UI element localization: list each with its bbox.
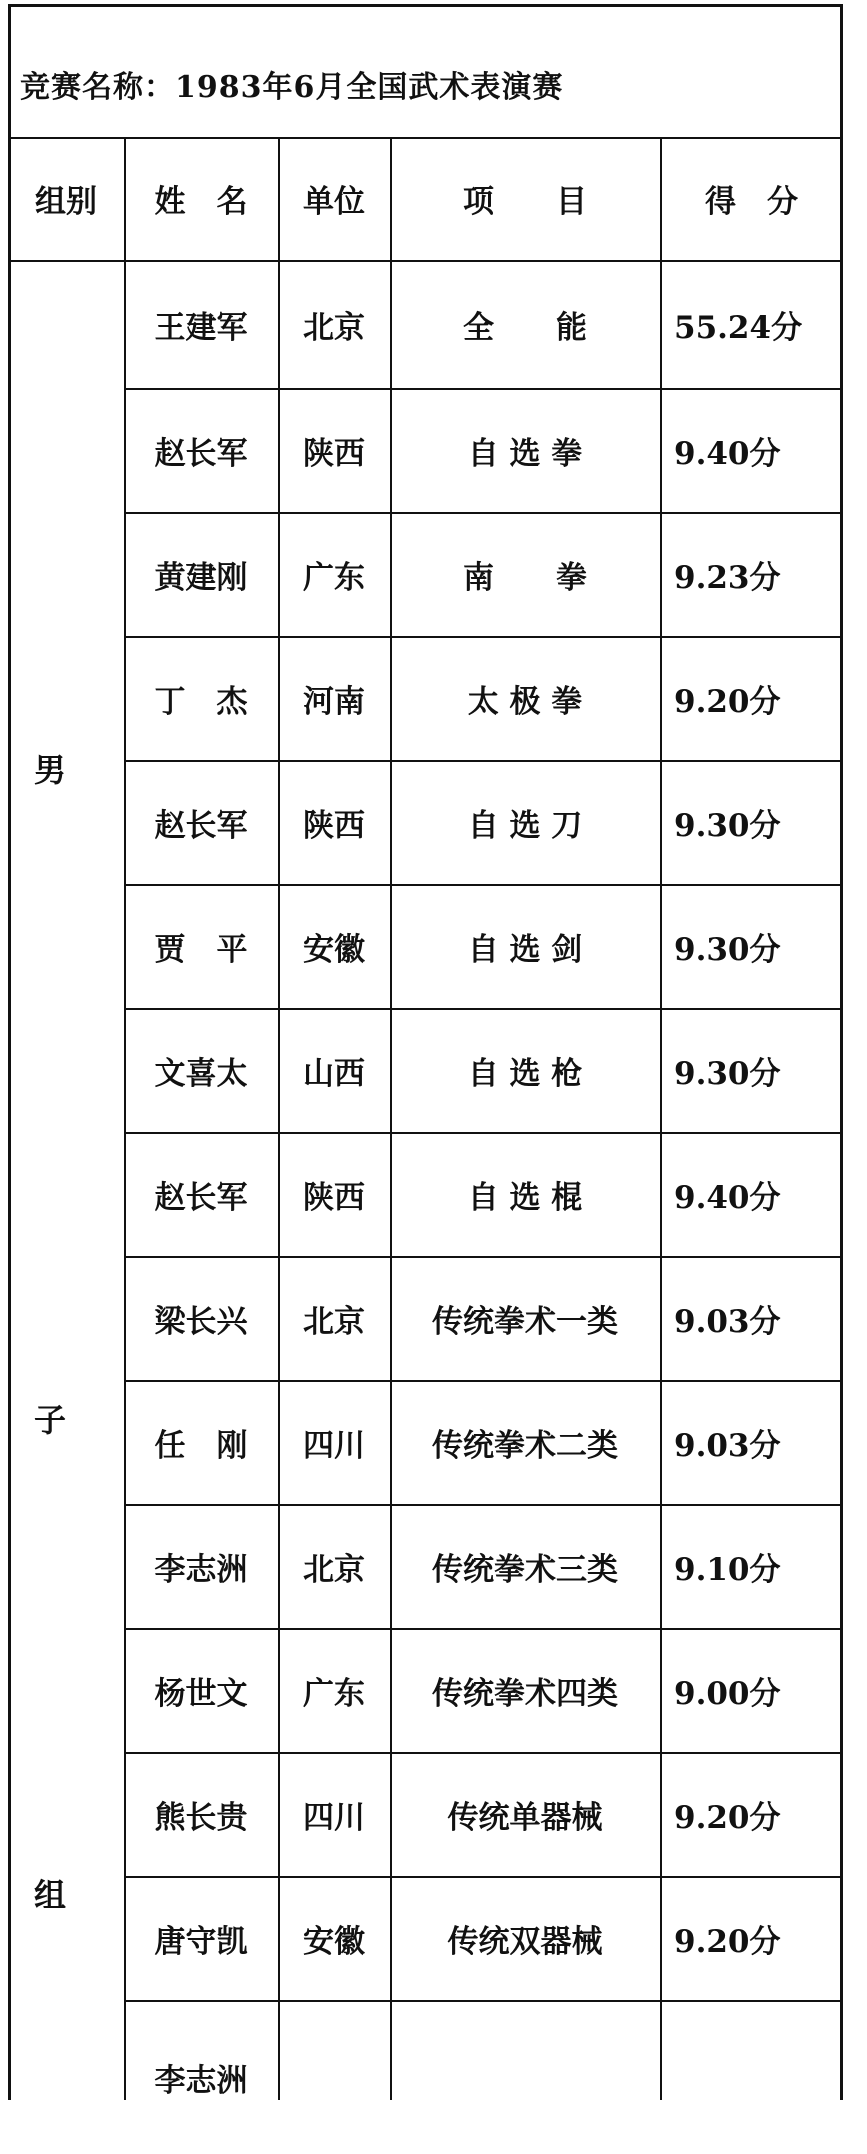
cell-event: 传统拳术二类 — [432, 1427, 618, 1464]
cell-unit: 安徽 — [303, 1923, 365, 1960]
cell-score: 9.00分 — [674, 1675, 781, 1712]
cell-score: 9.30分 — [674, 807, 781, 844]
cell-score: 9.30分 — [674, 931, 781, 968]
cell-score: 9.20分 — [674, 1923, 781, 1960]
cell-event: 自 选 刀 — [467, 807, 583, 844]
cell-score: 55.24分 — [674, 309, 803, 346]
cell-name: 丁 杰 — [154, 683, 248, 720]
competition-title: 竞赛名称：1983年6月全国武术表演赛 — [20, 70, 564, 105]
cell-name: 贾 平 — [154, 931, 248, 968]
header-name: 姓 名 — [154, 184, 248, 220]
cell-name: 黄建刚 — [154, 559, 248, 596]
cell-name: 赵长军 — [154, 807, 248, 844]
header-group: 组别 — [35, 184, 97, 220]
cell-score: 9.23分 — [674, 559, 781, 596]
cell-unit: 广东 — [303, 1675, 365, 1712]
cell-unit: 北京 — [303, 309, 365, 346]
cell-unit: 安徽 — [303, 931, 365, 968]
cell-name: 熊长贵 — [154, 1799, 248, 1836]
group-label-char: 子 — [34, 1401, 67, 1439]
cell-score: 9.40分 — [674, 1179, 781, 1216]
cell-event: 自 选 棍 — [467, 1179, 583, 1216]
cell-event: 太 极 拳 — [467, 683, 583, 720]
cell-event: 传统拳术一类 — [432, 1303, 618, 1340]
cell-unit: 北京 — [303, 1303, 365, 1340]
cell-event: 传统拳术四类 — [432, 1675, 618, 1712]
cell-event: 全 能 — [463, 309, 587, 346]
cell-score: 9.20分 — [674, 683, 781, 720]
cell-name: 文喜太 — [154, 1055, 248, 1092]
cell-event: 自 选 枪 — [467, 1055, 583, 1092]
header-event: 项 目 — [463, 184, 587, 220]
cell-unit — [278, 2000, 390, 2154]
cell-name: 李志洲 — [154, 1551, 248, 1588]
cell-name: 赵长军 — [154, 1179, 248, 1216]
cell-unit: 陕西 — [303, 1179, 365, 1216]
cell-event — [390, 2000, 660, 2154]
cell-unit: 河南 — [303, 683, 365, 720]
header-score: 得 分 — [705, 184, 798, 220]
cell-event: 自 选 拳 — [467, 435, 583, 472]
cell-event: 传统拳术三类 — [432, 1551, 618, 1588]
cell-unit: 广东 — [303, 559, 365, 596]
cell-score: 9.20分 — [674, 1799, 781, 1836]
cell-unit: 山西 — [303, 1055, 365, 1092]
cell-unit: 陕西 — [303, 807, 365, 844]
cell-name: 唐守凯 — [154, 1923, 248, 1960]
header-unit: 单位 — [303, 184, 365, 220]
cell-score: 9.10分 — [674, 1551, 781, 1588]
cell-score: 9.03分 — [674, 1303, 781, 1340]
cell-unit: 四川 — [303, 1799, 365, 1836]
cell-name: 杨世文 — [154, 1675, 248, 1712]
cell-score: 9.03分 — [674, 1427, 781, 1464]
cell-score: 9.30分 — [674, 1055, 781, 1092]
cell-score — [660, 2000, 843, 2154]
cell-name: 梁长兴 — [154, 1303, 248, 1340]
cell-event: 南 拳 — [463, 559, 587, 596]
cell-event: 自 选 剑 — [467, 931, 583, 968]
cell-name: 任 刚 — [154, 1427, 248, 1464]
cell-name: 王建军 — [154, 309, 248, 346]
cell-unit: 陕西 — [303, 435, 365, 472]
cell-unit: 北京 — [303, 1551, 365, 1588]
cell-event: 传统单器械 — [447, 1799, 603, 1836]
cell-name: 赵长军 — [154, 435, 248, 472]
cell-name: 李志洲 — [154, 2062, 248, 2099]
cell-unit: 四川 — [303, 1427, 365, 1464]
group-label-char: 男 — [34, 751, 67, 789]
cell-event: 传统双器械 — [447, 1923, 603, 1960]
cell-score: 9.40分 — [674, 435, 781, 472]
group-label-char: 组 — [34, 1876, 67, 1914]
